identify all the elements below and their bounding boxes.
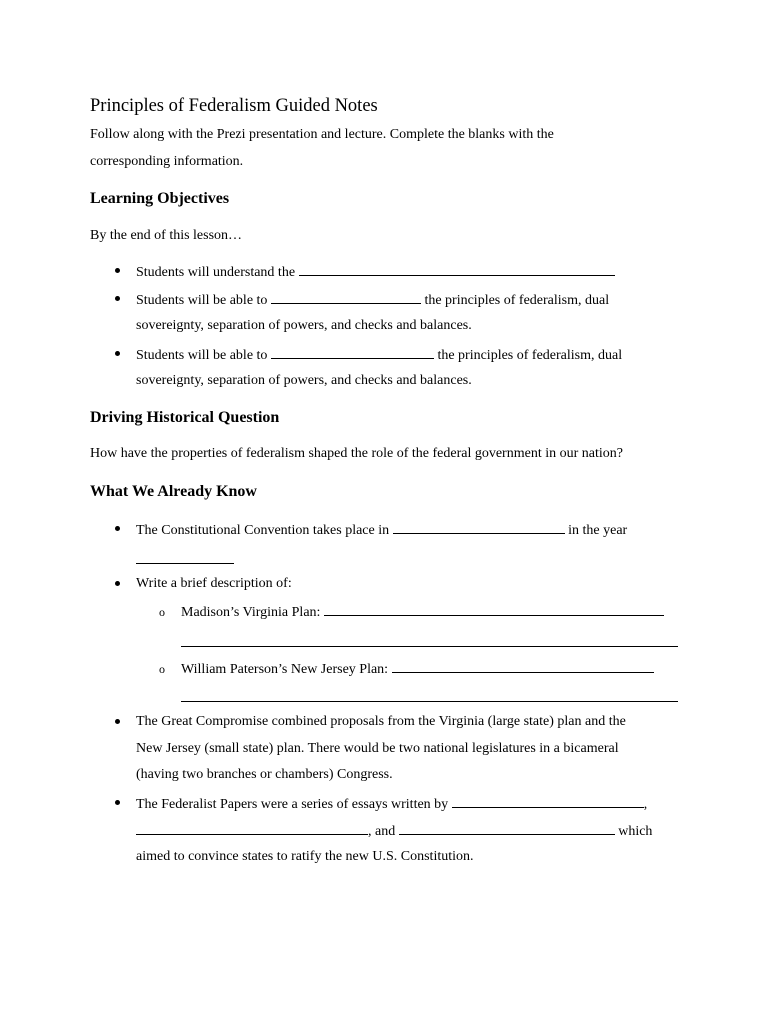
federalist-line-2: [136, 822, 652, 840]
bullet-dot: [115, 268, 120, 273]
objective-item-3: [136, 346, 622, 364]
intro-line-1: Follow along with the Prezi presentation and lecture. Complete the blanks with the: [90, 127, 554, 142]
objective-item-1: [136, 263, 615, 281]
federalist-which: which: [618, 824, 653, 839]
objective-2-text: Students will be able to: [136, 293, 268, 308]
convention-text: The Constitutional Convention takes place in: [136, 523, 390, 538]
convention-after: in the year: [568, 523, 628, 538]
federalist-and: , and: [368, 824, 396, 839]
page-title: Principles of Federalism Guided Notes: [90, 96, 378, 116]
bullet-dot: [115, 719, 120, 724]
federalist-line-1: [136, 795, 647, 813]
bullet-dot: [115, 800, 120, 805]
describe-lead: Write a brief description of:: [136, 576, 292, 591]
bullet-dot: [115, 581, 120, 586]
new-jersey-plan-label: William Paterson’s New Jersey Plan:: [181, 662, 389, 677]
federalist-text: The Federalist Papers were a series of essays written by: [136, 797, 449, 812]
compromise-line-1: The Great Compromise combined proposals from the Virginia (large state) plan and the: [136, 714, 626, 729]
fill-in-blank[interactable]: [393, 521, 565, 534]
driving-question-text: How have the properties of federalism shaped the role of the federal government in our nation?: [90, 446, 623, 461]
new-jersey-plan-item: [181, 660, 654, 678]
objective-2-continuation: sovereignty, separation of powers, and checks and balances.: [136, 318, 472, 333]
fill-in-blank[interactable]: [392, 660, 654, 673]
intro-line-2: corresponding information.: [90, 154, 244, 169]
convention-item: [136, 521, 627, 539]
sub-bullet-marker: o: [159, 662, 165, 676]
objective-3-text: Students will be able to: [136, 348, 268, 363]
fill-in-blank[interactable]: [299, 263, 615, 276]
already-know-heading: What We Already Know: [90, 483, 257, 500]
objective-2-after: the principles of federalism, dual: [424, 293, 610, 308]
fill-in-blank[interactable]: [136, 822, 368, 835]
fill-in-blank[interactable]: [399, 822, 615, 835]
bullet-dot: [115, 526, 120, 531]
fill-in-blank[interactable]: [452, 795, 644, 808]
objective-item-2: [136, 291, 609, 309]
federalist-comma: ,: [643, 797, 648, 812]
virginia-plan-item: [181, 603, 664, 621]
bullet-dot: [115, 351, 120, 356]
fill-in-blank[interactable]: [324, 603, 664, 616]
compromise-line-2: New Jersey (small state) plan. There would be two national legislatures in a bicameral: [136, 741, 619, 756]
federalist-line-3: aimed to convince states to ratify the new U.S. Constitution.: [136, 849, 474, 864]
fill-in-blank[interactable]: [181, 646, 678, 647]
fill-in-blank[interactable]: [271, 291, 421, 304]
learning-objectives-heading: Learning Objectives: [90, 190, 230, 207]
objective-3-after: the principles of federalism, dual: [437, 348, 623, 363]
driving-question-heading: Driving Historical Question: [90, 409, 280, 426]
sub-bullet-marker: o: [159, 605, 165, 619]
objective-3-continuation: sovereignty, separation of powers, and checks and balances.: [136, 373, 472, 388]
learning-objectives-lead: By the end of this lesson…: [90, 228, 243, 243]
virginia-plan-label: Madison’s Virginia Plan:: [181, 605, 321, 620]
bullet-dot: [115, 296, 120, 301]
compromise-line-3: (having two branches or chambers) Congress.: [136, 767, 393, 782]
fill-in-blank[interactable]: [181, 701, 678, 702]
fill-in-blank[interactable]: [271, 346, 434, 359]
objective-1-text: Students will understand the: [136, 265, 296, 280]
fill-in-blank[interactable]: [136, 563, 234, 564]
